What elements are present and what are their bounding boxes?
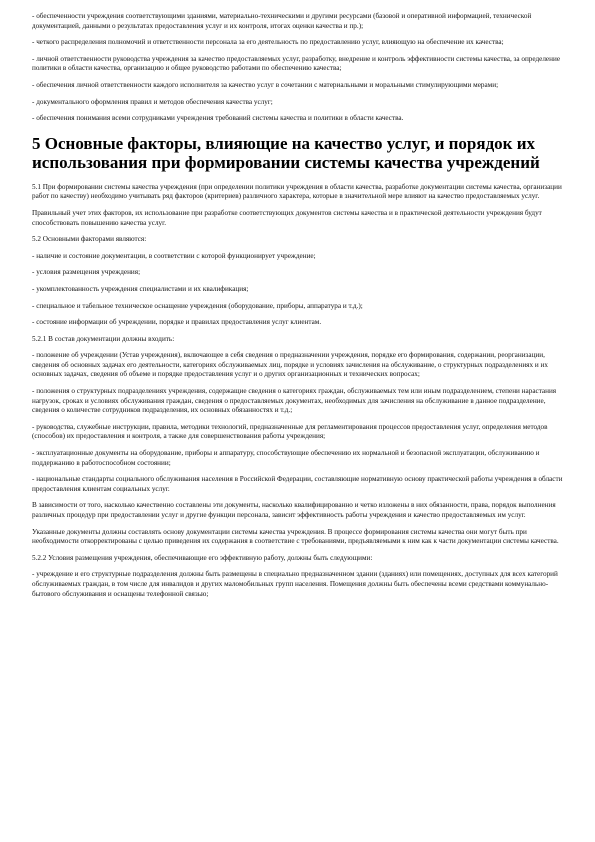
list-item: - условия размещения учреждения; [32, 268, 141, 277]
list-item: - положение об учреждении (Устав учреждения), включающее в себя сведения о предназначении учреждения, порядке его формирования, содержании, реорганизации, сведения об основных задачах его деятельности, категориях обслуживаемых лиц, порядке и условиях зачисления на обслуживание, о структурных подразделениях и их основных задачах, сведения об объеме и порядке предоставления услуг и о других организационных и технических вопросах; [32, 351, 548, 379]
list-item: - руководства, служебные инструкции, правила, методики технологий, предназначенные для регламентирования процессов предоставления услуг, определения методов (способов) их предоставления и контроля, а также для совершенствования работы учреждения; [32, 422, 548, 441]
list-item: - эксплуатационные документы на оборудование, приборы и аппаратуру, способствующие обеспечению их нормальной и безопасной эксплуатации, обслуживанию и поддержанию в работоспособном состоянии; [32, 449, 540, 467]
top-list [32, 12, 563, 124]
section-heading: 5 Основные факторы, влияющие на качество услуг, и порядок их использования при формировании системы качества учреждений [32, 133, 540, 173]
paragraph: 5.2.1 В состав документации должны входить: [32, 334, 175, 343]
list-item: - обеспеченности учреждения соответствующими зданиями, материально-техническими и другими ресурсами (базовой и оперативной информацией, технической документацией, данными о результатах предоставления услуг и их контроля, итогах оценки качества и пр.); [32, 12, 532, 30]
list-item: - учреждение и его структурные подразделения должны быть размещены в специально предназначенном здании (зданиях) или помещениях, доступных для всех категорий обслуживаемых граждан, в том числе для инвалидов и других маломобильных групп населения. Помещения должны быть обеспечены всеми средствами коммунально-бытового обслуживания и оснащены телефонной связью; [32, 570, 558, 598]
section-body [32, 183, 563, 599]
list-item: - личной ответственности руководства учреждения за качество предоставляемых услуг, разработку, внедрение и контроль эффективности системы качества, за определение политики в области качества, организацию и общее руководство работами по обеспечению качества; [32, 54, 561, 73]
paragraph: 5.2.2 Условия размещения учреждения, обеспечивающие его эффективную работу, должны быть следующими: [32, 553, 373, 562]
paragraph: Правильный учет этих факторов, их использование при разработке соответствующих документов системы качества и в практической деятельности учреждения будут способствовать повышению качества услуг. [32, 208, 542, 227]
list-item: - обеспечения личной ответственности каждого исполнителя за качество услуг в сочетании с материальными и моральными стимулирующими мерами; [32, 80, 499, 89]
paragraph: 5.1 При формировании системы качества учреждения (при определении политики учреждения в области качества, разработке документации системы качества, организации работ по качеству) необходимо учитывать ряд факторов (критериев) различного характера, которые в значительной мере влияют на качество предоставляемых услуг. [32, 182, 562, 201]
list-item: - обеспечения понимания всеми сотрудниками учреждения требований системы качества и политики в области качества. [32, 114, 404, 123]
list-item: - укомплектованность учреждения специалистами и их квалификация; [32, 284, 249, 293]
paragraph: Указанные документы должны составлять основу документации системы качества учреждения. В процессе формирования системы качества они могут быть при необходимости откорректированы с целью приведения их содержания в соответствие с требованиями, предъявляемыми к ним как к части документации системы качества. [32, 527, 559, 546]
list-item: - национальные стандарты социального обслуживания населения в Российской Федерации, составляющие нормативную основу практической работы учреждения в области предоставления клиентам социальных услуг. [32, 475, 563, 493]
list-item: - специальное и табельное техническое оснащение учреждения (оборудование, приборы, аппаратура и т.д.); [32, 301, 363, 310]
list-item: - состояние информации об учреждении, порядке и правилах предоставления услуг клиентам. [32, 318, 322, 327]
list-item: - наличие и состояние документации, в соответствии с которой функционирует учреждение; [32, 251, 316, 260]
list-item: - документального оформления правил и методов обеспечения качества услуг; [32, 97, 273, 106]
list-item: - четкого распределения полномочий и ответственности персонала за его деятельность по предоставлению услуг, влияющую на обеспечение их качества; [32, 38, 504, 47]
list-item: - положения о структурных подразделениях учреждения, содержащие сведения о категориях граждан, обслуживаемых тем или иным подразделением, степени нарастания нагрузок, сроках и условиях обслуживания граждан, сведения о предоставляемых документах, необходимых для зачисления на обслуживание в данное подразделение, сведения о количестве сотрудников подразделения, их основных обязанностях и т.д.; [32, 387, 557, 415]
paragraph: В зависимости от того, насколько качественно составлены эти документы, насколько квалифицированно и четко изложены в них обязанности, права, порядок выполнения различных процедур при предоставлении услуг и другие функции персонала, зависит эффективность работы учреждения и качество предоставляемых им услуг. [32, 501, 556, 519]
paragraph: 5.2 Основными факторами являются: [32, 235, 147, 244]
